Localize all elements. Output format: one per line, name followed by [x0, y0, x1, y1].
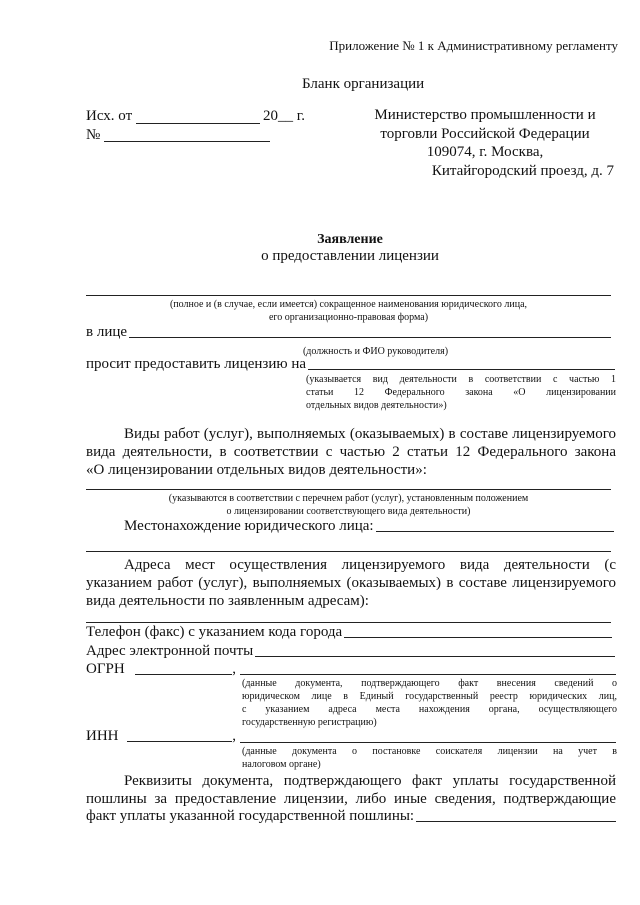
addresses-field[interactable] [86, 622, 611, 623]
email-field[interactable] [255, 656, 615, 657]
hint-line: государственную регистрацию) [242, 717, 377, 728]
addresses-paragraph [86, 556, 616, 610]
appendix-note: Приложение № 1 к Административному регламенту [329, 38, 618, 53]
phone-row [86, 624, 612, 641]
inn-row [86, 728, 236, 745]
hint-line: (данные документа, подтверждающего факт внесения сведений о [242, 678, 617, 689]
inn-comma: , [232, 728, 236, 744]
ogrn-hint [242, 677, 617, 729]
works-hint [86, 492, 611, 518]
inn-hint [242, 745, 617, 771]
person-label: в лице [86, 324, 128, 340]
works-field[interactable] [86, 489, 611, 490]
person-field[interactable] [129, 337, 611, 338]
hint-line: (данные документа о постановке соискателя лицензии на учет в [242, 746, 617, 757]
fee-label: факт уплаты указанной государственной пошлины: [86, 808, 415, 824]
phone-label: Телефон (факс) с указанием кода города [86, 624, 343, 640]
addressee-line: торговли Российской Федерации [380, 125, 590, 142]
paragraph-line: вида деятельности по заявленным адресам): [86, 593, 369, 609]
outgoing-date-field[interactable] [136, 123, 260, 124]
addressee-line: Министерство промышленности и [374, 107, 596, 123]
hint-line: (полное и (в случае, если имеется) сокращенное наименования юридического лица, [169, 299, 528, 310]
location-label: Местонахождение юридического лица: [124, 518, 374, 534]
location-row [124, 518, 614, 535]
document-subtitle: о предоставлении лицензии [261, 248, 439, 264]
ogrn-field[interactable] [135, 674, 233, 675]
hint-line: его организационно-правовая форма) [268, 312, 429, 323]
ogrn-label: ОГРН [86, 661, 125, 677]
inn-label: ИНН [86, 728, 119, 744]
ogrn-row [86, 661, 236, 678]
outgoing-year-label: 20__ г. [263, 108, 305, 124]
hint-line: о лицензировании соответствующего вида деятельности) [226, 506, 471, 517]
hint-line: юридическом лице в Единый государственный реестр юридических лиц, [242, 691, 617, 702]
phone-field[interactable] [344, 637, 612, 638]
person-row [86, 324, 611, 341]
fee-field[interactable] [416, 821, 616, 822]
location-field[interactable] [376, 531, 614, 532]
hint-line: статьи 12 Федерального закона «О лицензировании [306, 387, 616, 398]
request-row [86, 356, 615, 373]
email-row [86, 643, 615, 660]
inn-field[interactable] [127, 741, 233, 742]
hint-line: (указываются в соответствии с перечнем работ (услуг), установленным положением [168, 493, 529, 504]
paragraph-line: указанием работ (услуг), выполняемых (оказываемых) в составе лицензируемого [86, 575, 616, 591]
inn-document-field[interactable] [240, 742, 616, 743]
outgoing-number-field[interactable] [104, 141, 270, 142]
paragraph-line: «О лицензировании отдельных видов деятельности»: [86, 462, 427, 478]
ogrn-comma: , [232, 661, 236, 677]
paragraph-line: пошлины за предоставление лицензии, либо иные сведения, подтверждающие [86, 791, 616, 807]
addressee-line: 109074, г. Москва, [426, 144, 544, 160]
hint-line: отдельных видов деятельности») [306, 400, 447, 411]
fee-paragraph [86, 772, 616, 808]
hint-line: с указанием адреса места нахождения органа, осуществляющего [242, 704, 617, 715]
document-title: Заявление [317, 232, 383, 247]
activity-hint [306, 373, 616, 412]
letterhead-label: Бланк организации [302, 76, 425, 92]
org-name-hint [86, 298, 611, 324]
org-name-field[interactable] [86, 295, 611, 296]
fee-row [86, 808, 616, 825]
addressee-line: Китайгородский проезд, д. 7 [431, 162, 614, 179]
ogrn-document-field[interactable] [240, 674, 616, 675]
addressee-block [346, 106, 624, 180]
paragraph-line: Реквизиты документа, подтверждающего факт уплаты государственной [124, 773, 616, 789]
location-field-continued[interactable] [86, 551, 611, 552]
paragraph-line: Виды работ (услуг), выполняемых (оказываемых) в составе лицензируемого [124, 426, 616, 442]
license-activity-field[interactable] [308, 369, 615, 370]
paragraph-line: вида деятельности, в соответствии с частью 2 статьи 12 Федерального закона [86, 444, 616, 460]
person-hint: (должность и ФИО руководителя) [302, 346, 449, 357]
paragraph-line: Адреса мест осуществления лицензируемого вида деятельности (с [124, 557, 616, 573]
works-paragraph [86, 425, 616, 479]
outgoing-ref-label: Исх. от [86, 108, 133, 124]
outgoing-number-label: № [86, 127, 101, 143]
request-label: просит предоставить лицензию на [86, 356, 307, 372]
email-label: Адрес электронной почты [86, 643, 254, 659]
hint-line: налоговом органе) [242, 759, 321, 770]
hint-line: (указывается вид деятельности в соответствии с частью 1 [306, 374, 616, 385]
